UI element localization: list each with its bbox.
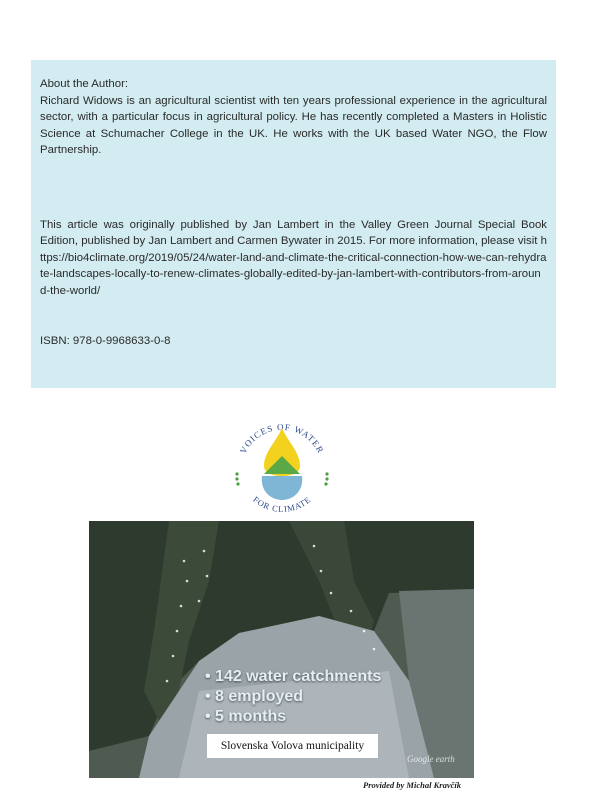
isbn: ISBN: 978-0-9968633-0-8 <box>40 335 171 347</box>
bullet-water-catchments: • 142 water catchments <box>205 668 382 685</box>
logo-bottom-text: FOR CLIMATE <box>251 494 313 514</box>
bullet-employed: • 8 employed <box>205 688 304 705</box>
author-info-box <box>31 60 556 388</box>
bullet-months: • 5 months <box>205 708 287 725</box>
article-text: This article was originally published by Jan Lambert in the Valley Green Journal Special Book Edition, published by Jan Lambert and Carmen Bywater in 2015. For more information, please visit <box>40 218 547 247</box>
article-link[interactable]: https://bio4climate.org/2019/05/24/water-land-and-climate-the-critical-connection-how-we-can-rehydrate-landscapes-locally-to-renew-climates-globally-edited-by-jan-lambert-with-contributors-from-around-the-world/ <box>40 235 547 297</box>
photo-bullet-list <box>205 667 381 727</box>
aerial-photo <box>89 521 474 778</box>
blue-drop-icon <box>262 476 303 500</box>
author-bio: Richard Widows is an agricultural scientist with ten years professional experience in the agricultural sector, with a particular focus in agricultural policy. He has recently completed a Masters in Holistic Science at Schumacher College in the UK. He works with the UK based Water NGO, the Flow Partnership. <box>40 94 547 156</box>
logo-top-text: VOICES OF WATER <box>237 421 327 456</box>
voices-of-water-logo <box>228 412 336 520</box>
google-earth-watermark: Google earth <box>407 754 455 764</box>
photo-caption: Slovenska Volova municipality <box>207 734 378 758</box>
photo-credit: Provided by Michal Kravčík <box>363 780 461 790</box>
article-note <box>40 217 547 300</box>
about-author-title: About the Author: <box>40 78 129 90</box>
